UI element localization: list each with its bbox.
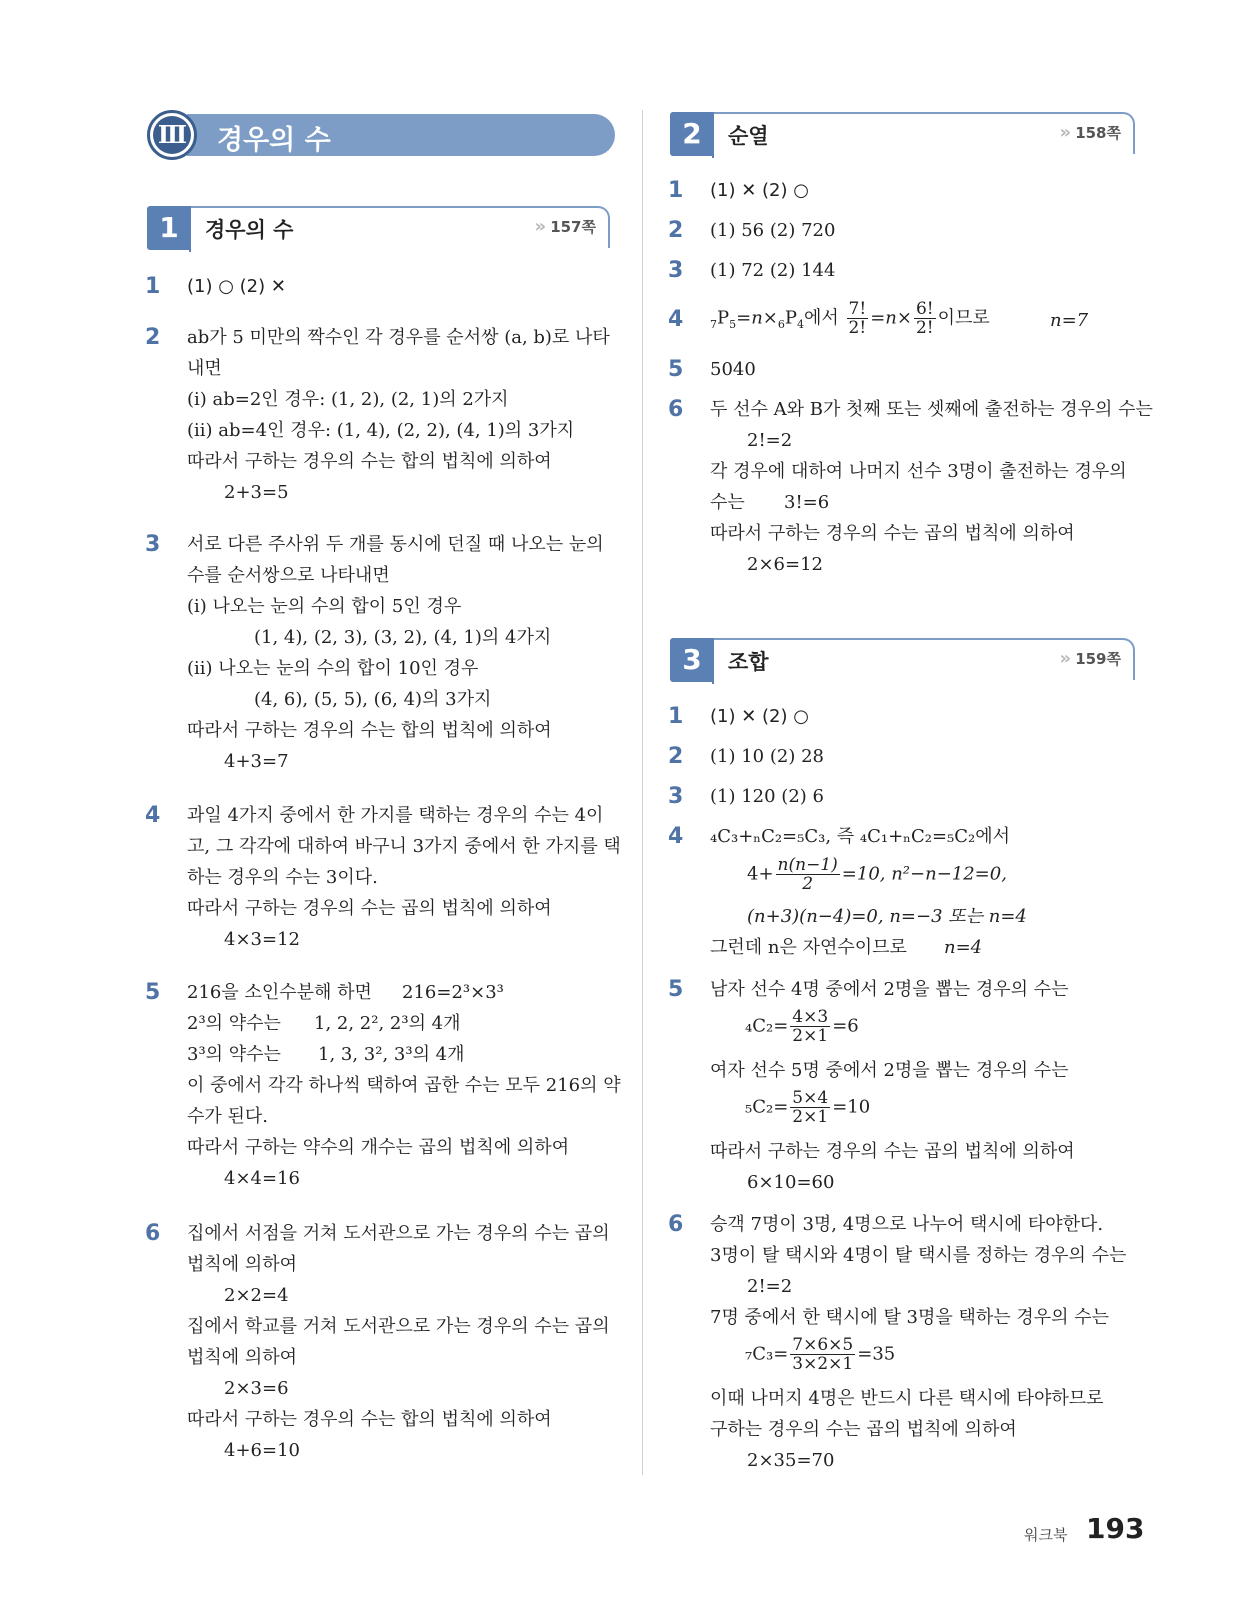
equation-line [745,1089,870,1126]
numerator: 6! [915,299,934,319]
answer-line: (1) 72 (2) 144 [710,260,836,281]
text-line: 따라서 구하는 경우의 수는 곱의 법칙에 의하여 [710,523,1075,544]
text-line: 따라서 구하는 경우의 수는 곱의 법칙에 의하여 [187,898,552,919]
section-title: 경우의 수 [205,218,294,242]
equation-line: 2×6=12 [747,554,823,575]
problem-number: 4 [668,824,684,849]
equation-line: 2×2=4 [224,1285,289,1306]
fraction [790,1089,830,1126]
text: ₄C₂= [745,1015,789,1037]
text-line: 따라서 구하는 경우의 수는 합의 법칙에 의하여 [187,720,552,741]
fraction [790,1336,855,1373]
answer-line: (1) 10 (2) 28 [710,746,824,767]
equation-line [747,856,1007,893]
text: ₇C₃= [745,1343,789,1365]
text-line: 216을 소인수분해 하면 [187,982,372,1003]
text-line: 각 경우에 대하여 나머지 선수 3명이 출전하는 경우의 [710,461,1127,482]
text-line: 수가 된다. [187,1106,268,1127]
equation-line: 1, 2, 2², 2³의 4개 [314,1013,461,1034]
section-page-ref [535,216,596,237]
denominator: 2! [848,318,867,338]
text-line: 법칙에 의하여 [187,1347,298,1368]
text-line: 내면 [187,358,222,379]
problem-number: 6 [668,1212,684,1237]
answer-line: (1) ○ (2) ✕ [187,276,286,297]
text-line: 수를 순서쌍으로 나타내면 [187,565,390,586]
fraction [847,300,869,337]
problem-number: 3 [668,784,684,809]
text-line: (i) ab=2인 경우: (1, 2), (2, 1)의 2가지 [187,389,509,410]
column-divider [642,110,643,1475]
equation-line: 216=2³×3³ [402,982,504,1003]
text-line: (1, 4), (2, 3), (3, 2), (4, 1)의 4가지 [254,627,552,648]
text-line: 따라서 구하는 경우의 수는 합의 법칙에 의하여 [187,1409,552,1430]
text: 이므로 [937,307,990,329]
text-line: 이때 나머지 4명은 반드시 다른 택시에 타야하므로 [710,1388,1104,1409]
fraction [914,300,936,337]
text-line: 두 선수 A와 B가 첫째 또는 셋째에 출전하는 경우의 수는 [710,399,1153,420]
equation-line: $_7P_5=n\times_6P_4$에서 $\frac{7!}{2!}$ =n× $\frac{6!}{2!}$ 이므로 [710,299,990,338]
symbol: =n× [736,307,778,329]
section-page-ref [1060,122,1121,143]
text: ₅C₂= [745,1096,789,1118]
answer-value: n=7 [1050,310,1089,331]
problem-number: 5 [668,977,684,1002]
text-line: 집에서 학교를 거쳐 도서관으로 가는 경우의 수는 곱의 [187,1316,610,1337]
symbol: P [717,307,730,329]
text-line: 3³의 약수는 [187,1044,281,1065]
problem-number: 3 [668,258,684,283]
chapter-badge [147,110,197,160]
section-header-1 [147,206,610,252]
page-ref-label: 158쪽 [1075,124,1121,142]
text: =10 [832,1096,871,1118]
equation-line: 4+3=7 [224,751,289,772]
page-ref-label: 159쪽 [1075,650,1121,668]
chevron-right-icon: » [534,216,547,237]
text: 에서 [804,307,839,329]
symbol: =n× [870,307,912,329]
problem-number: 2 [668,744,684,769]
equation-line: ₄C₃+ₙC₂=₅C₃, 즉 ₄C₁+ₙC₂=₅C₂에서 [710,826,1011,847]
denominator: 2 [802,874,814,894]
problem-number: 3 [145,532,161,557]
problem-number: 5 [145,980,161,1005]
text-line: (i) 나오는 눈의 수의 합이 5인 경우 [187,596,462,617]
fraction [776,856,840,893]
text-line: 여자 선수 5명 중에서 2명을 뽑는 경우의 수는 [710,1060,1069,1081]
text-line: 하는 경우의 수는 3이다. [187,867,378,888]
equation-line [745,1336,895,1373]
answer-line: (1) ✕ (2) ○ [710,706,809,727]
answer-value: n=4 [944,937,983,958]
problem-number: 6 [668,397,684,422]
text: =35 [857,1343,896,1365]
chevron-right-icon: » [1059,648,1072,669]
problem-number: 6 [145,1221,161,1246]
equation-line: 2!=2 [747,430,793,451]
problem-number: 1 [668,178,684,203]
text-line: 구하는 경우의 수는 곱의 법칙에 의하여 [710,1419,1017,1440]
page-ref-label: 157쪽 [550,218,596,236]
text-line: 3명이 탈 택시와 4명이 탈 택시를 정하는 경우의 수는 [710,1245,1127,1266]
section-number: 3 [670,638,714,682]
section-page-ref [1060,648,1121,669]
answer-line: (1) ✕ (2) ○ [710,180,809,201]
text-line: (ii) 나오는 눈의 수의 합이 10인 경우 [187,658,479,679]
text-line: (ii) ab=4인 경우: (1, 4), (2, 2), (4, 1)의 3가지 [187,420,575,441]
text-line: 이 중에서 각각 하나씩 택하여 곱한 수는 모두 216의 약 [187,1075,621,1096]
problem-number: 5 [668,357,684,382]
page-number: 193 [1086,1512,1145,1545]
numerator: 7×6×5 [792,1335,854,1355]
fraction [790,1008,830,1045]
text-line: 집에서 서점을 거쳐 도서관으로 가는 경우의 수는 곱의 [187,1223,610,1244]
equation-line: 4+6=10 [224,1440,300,1461]
text: =10, n²−n−12=0, [841,863,1007,885]
problem-number: 2 [668,218,684,243]
text-line: 따라서 구하는 약수의 개수는 곱의 법칙에 의하여 [187,1137,570,1158]
page-footer [1024,1512,1144,1552]
equation-line: 1, 3, 3², 3³의 4개 [318,1044,465,1065]
text-line: 따라서 구하는 경우의 수는 곱의 법칙에 의하여 [710,1141,1075,1162]
symbol: P [784,307,798,329]
chevron-right-icon: » [1059,122,1072,143]
equation-line: 6×10=60 [747,1172,835,1193]
answer-line: (1) 56 (2) 720 [710,220,836,241]
equation-line [745,1008,859,1045]
chapter-numeral: Ⅲ [153,116,191,154]
answer-line: 5040 [710,359,756,380]
text-line: 7명 중에서 한 택시에 탈 3명을 택하는 경우의 수는 [710,1307,1110,1328]
equation-line: 2!=2 [747,1276,793,1297]
section-title: 조합 [728,650,769,674]
text-line: 법칙에 의하여 [187,1254,298,1275]
numerator: 5×4 [792,1088,829,1108]
text-line: 고, 그 각각에 대하여 바구니 3가지 중에서 한 가지를 택 [187,836,621,857]
section-header-2 [670,112,1135,158]
equation-line: 3!=6 [784,492,830,513]
chapter-title: 경우의 수 [217,125,331,156]
section-title: 순열 [728,124,769,148]
text-line: 과일 4가지 중에서 한 가지를 택하는 경우의 수는 4이 [187,805,604,826]
answer-line: (1) 120 (2) 6 [710,786,824,807]
text-line: 남자 선수 4명 중에서 2명을 뽑는 경우의 수는 [710,979,1069,1000]
text-line: 승객 7명이 3명, 4명으로 나누어 택시에 타야한다. [710,1214,1104,1235]
numerator: n(n−1) [777,855,838,875]
problem-number: 2 [145,325,161,350]
equation-line: 2×35=70 [747,1450,835,1471]
section-number: 1 [147,206,191,250]
denominator: 3×2×1 [792,1354,854,1374]
problem-number: 4 [668,307,684,332]
text-line: 수는 [710,492,745,513]
section-number: 2 [670,112,714,156]
text-line: 2³의 약수는 [187,1013,281,1034]
equation-line: (n+3)(n−4)=0, n=−3 또는 n=4 [747,906,1027,927]
denominator: 2×1 [792,1107,829,1127]
numerator: 7! [848,299,867,319]
problem-number: 1 [668,704,684,729]
denominator: 2! [915,318,934,338]
equation-line: 2×3=6 [224,1378,289,1399]
text-line: ab가 5 미만의 짝수인 각 경우를 순서쌍 (a, b)로 나타 [187,327,610,348]
denominator: 2×1 [792,1026,829,1046]
numerator: 4×3 [792,1007,829,1027]
text: =6 [832,1015,859,1037]
text-line: 그런데 n은 자연수이므로 [710,937,907,958]
section-header-3 [670,638,1135,684]
equation-line: 4×4=16 [224,1168,300,1189]
text: 4+ [747,863,774,885]
text-line: 따라서 구하는 경우의 수는 합의 법칙에 의하여 [187,451,552,472]
problem-number: 1 [145,274,161,299]
equation-line: 2+3=5 [224,482,289,503]
text-line: 서로 다른 주사위 두 개를 동시에 던질 때 나오는 눈의 [187,534,604,555]
problem-number: 4 [145,803,161,828]
equation-line: 4×3=12 [224,929,300,950]
footer-label: 워크북 [1024,1526,1068,1544]
chapter-banner [147,110,615,160]
text-line: (4, 6), (5, 5), (6, 4)의 3가지 [254,689,492,710]
